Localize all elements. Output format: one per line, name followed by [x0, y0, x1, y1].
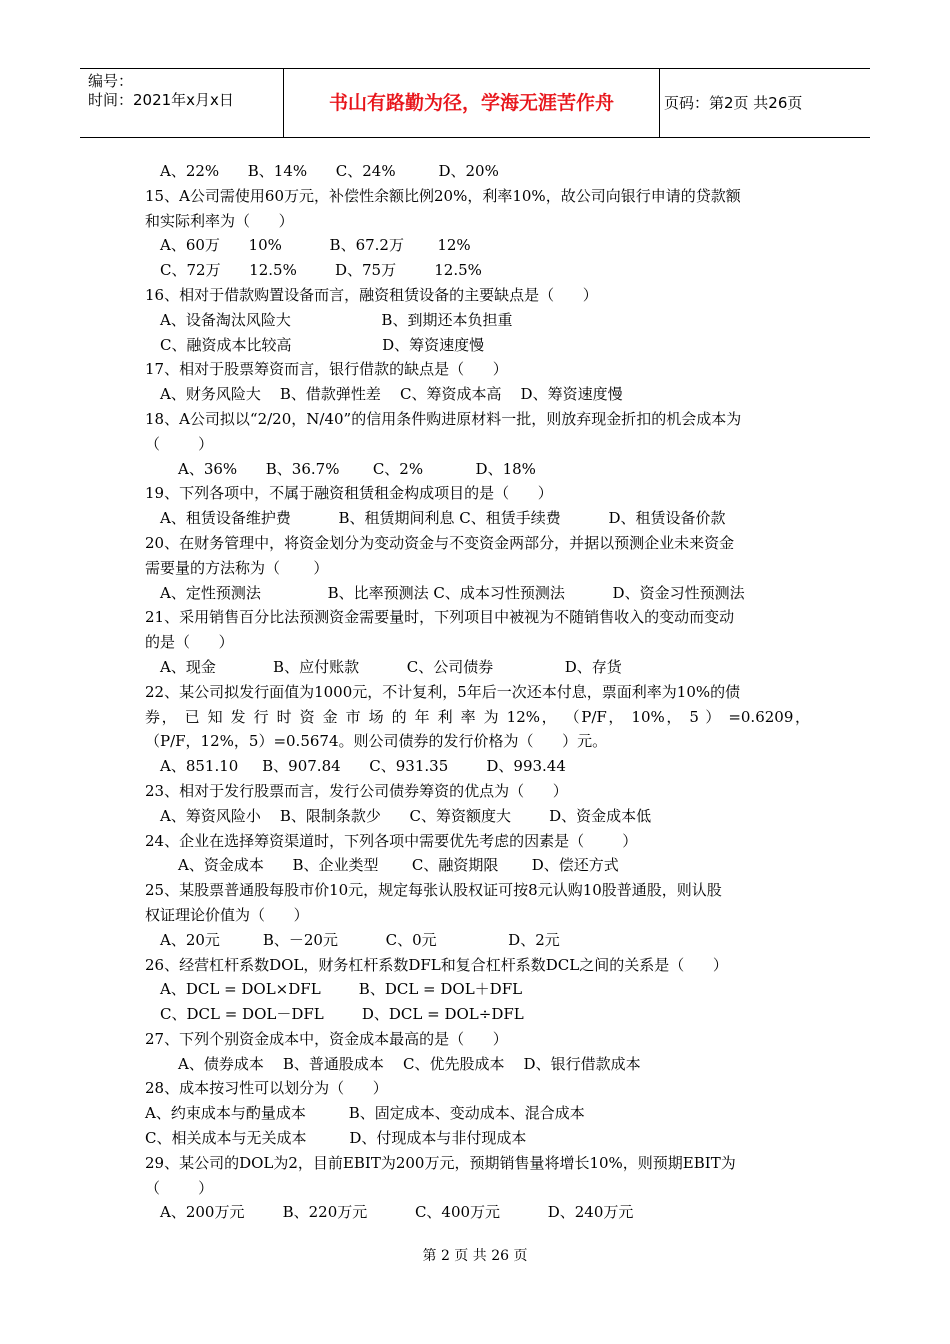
text-line: A、20元 B、－20元 C、0元 D、2元	[160, 930, 560, 949]
text-line: 20、在财务管理中，将资金划分为变动资金与不变资金两部分，并据以预测企业未来资金	[145, 533, 735, 552]
text-line: 权证理论价值为（ ）	[145, 905, 309, 924]
text-line: 24、企业在选择筹资渠道时，下列各项中需要优先考虑的因素是（ ）	[145, 831, 638, 850]
text-line: A、约束成本与酌量成本 B、固定成本、变动成本、混合成本	[145, 1104, 585, 1123]
text-line: （ ）	[145, 434, 214, 453]
document-date: 时间：2021年x月x日	[88, 91, 234, 109]
text-line: 和实际利率为（ ）	[145, 211, 294, 230]
text-line: A、851.10 B、907.84 C、931.35 D、993.44	[160, 757, 566, 776]
text-line: C、72万 12.5% D、75万 12.5%	[160, 261, 482, 280]
text-line: 券， 已 知 发 行 时 资 金 市 场 的 年 利 率 为 12%， （P/F， 10%， 5 ） =0.6209，	[145, 707, 810, 726]
text-line: A、现金 B、应付账款 C、公司债券 D、存货	[160, 657, 622, 676]
text-line: C、融资成本比较高 D、筹资速度慢	[160, 335, 485, 354]
question-body	[145, 159, 810, 1225]
text-line: A、租赁设备维护费 B、租赁期间利息 C、租赁手续费 D、租赁设备价款	[160, 509, 726, 528]
text-line: 16、相对于借款购置设备而言，融资租赁设备的主要缺点是（ ）	[145, 285, 598, 304]
text-line: 28、成本按习性可以划分为（ ）	[145, 1079, 388, 1098]
text-line: 18、A公司拟以“2/20，N/40”的信用条件购进原材料一批，则放弃现金折扣的机会成本为	[145, 409, 742, 428]
text-line: 26、经营杠杆系数DOL，财务杠杆系数DFL和复合杠杆系数DCL之间的关系是（ ）	[145, 955, 728, 974]
text-line: A、定性预测法 B、比率预测法 C、成本习性预测法 D、资金习性预测法	[160, 583, 745, 602]
text-line: C、DCL = DOL－DFL D、DCL = DOL÷DFL	[160, 1005, 524, 1024]
header-left-cell	[80, 69, 284, 137]
text-line: （P/F，12%，5）=0.5674。则公司债券的发行价格为（ ）元。	[145, 732, 608, 751]
text-line: （ ）	[145, 1178, 214, 1197]
text-line: A、DCL = DOL×DFL B、DCL = DOL＋DFL	[160, 980, 523, 999]
text-line: 需要量的方法称为（ ）	[145, 558, 329, 577]
text-line: A、60万 10% B、67.2万 12%	[160, 236, 471, 255]
text-line: 23、相对于发行股票而言，发行公司债券筹资的优点为（ ）	[145, 781, 568, 800]
text-line: 21、采用销售百分比法预测资金需要量时，下列项目中被视为不随销售收入的变动而变动	[145, 608, 735, 627]
text-line: C、相关成本与无关成本 D、付现成本与非付现成本	[145, 1129, 527, 1148]
text-line: 19、下列各项中，不属于融资租赁租金构成项目的是（ ）	[145, 484, 553, 503]
text-line: 22、某公司拟发行面值为1000元，不计复利，5年后一次还本付息，票面利率为10%的债	[145, 682, 741, 701]
text-line: A、36% B、36.7% C、2% D、18%	[178, 459, 536, 478]
text-line: A、筹资风险小 B、限制条款少 C、筹资额度大 D、资金成本低	[160, 806, 652, 825]
header-page-info: 页码：第2页 共26页	[664, 94, 803, 112]
text-line: A、债券成本 B、普通股成本 C、优先股成本 D、银行借款成本	[178, 1054, 641, 1073]
text-line: A、22% B、14% C、24% D、20%	[160, 162, 499, 180]
header-motto: 书山有路勤为径，学海无涯苦作舟	[284, 69, 660, 137]
text-line: 15、A公司需使用60万元，补偿性余额比例20%，利率10%，故公司向银行申请的贷款额	[145, 186, 741, 205]
text-line: A、财务风险大 B、借款弹性差 C、筹资成本高 D、筹资速度慢	[160, 385, 623, 404]
text-line: 25、某股票普通股每股市价10元，规定每张认股权证可按8元认购10股普通股，则认股	[145, 881, 722, 900]
document-number-label: 编号：	[88, 72, 134, 90]
text-line: 29、某公司的DOL为2，目前EBIT为200万元，预期销售量将增长10%，则预期EBIT为	[145, 1153, 736, 1172]
text-line: 17、相对于股票筹资而言，银行借款的缺点是（ ）	[145, 360, 508, 379]
text-line: A、资金成本 B、企业类型 C、融资期限 D、偿还方式	[178, 856, 619, 875]
text-line: A、设备淘汰风险大 B、到期还本负担重	[160, 310, 513, 329]
text-line: 27、下列个别资金成本中，资金成本最高的是（ ）	[145, 1029, 508, 1048]
page-header	[80, 68, 870, 138]
text-line: A、200万元 B、220万元 C、400万元 D、240万元	[160, 1203, 634, 1222]
text-line: 的是（ ）	[145, 633, 234, 652]
page-footer: 第 2 页 共 26 页	[422, 1248, 528, 1264]
